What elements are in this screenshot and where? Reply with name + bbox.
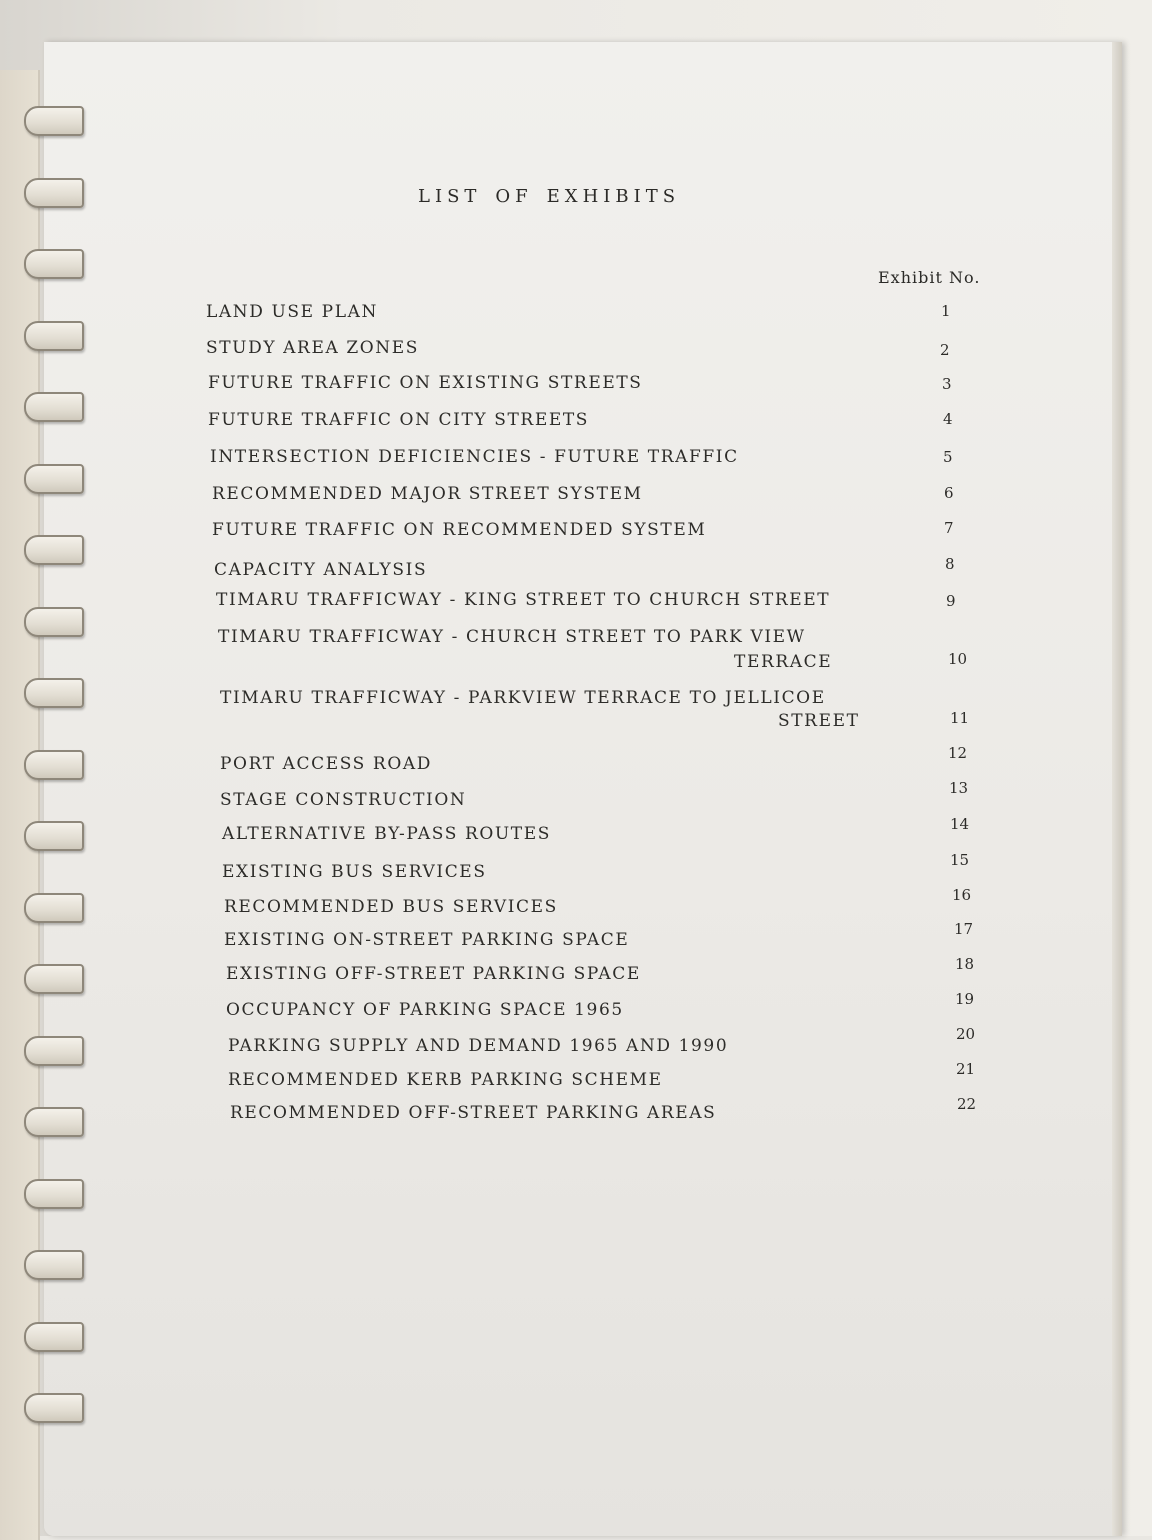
exhibit-number: 5 <box>943 448 953 466</box>
exhibit-title: ALTERNATIVE BY-PASS ROUTES <box>222 824 551 844</box>
exhibit-title: TIMARU TRAFFICWAY - KING STREET TO CHURCH STREET <box>216 590 831 610</box>
exhibit-title: STAGE CONSTRUCTION <box>220 790 467 810</box>
exhibit-title: CAPACITY ANALYSIS <box>214 560 428 580</box>
title-word-of: OF <box>495 186 533 207</box>
exhibit-number: 4 <box>943 410 953 428</box>
exhibit-title: LAND USE PLAN <box>206 302 378 322</box>
exhibit-title: EXISTING BUS SERVICES <box>222 862 487 882</box>
exhibit-number: 3 <box>942 375 952 393</box>
exhibit-title: RECOMMENDED KERB PARKING SCHEME <box>228 1070 663 1090</box>
exhibit-title: EXISTING OFF-STREET PARKING SPACE <box>226 964 641 984</box>
exhibit-title: TIMARU TRAFFICWAY - PARKVIEW TERRACE TO JELLICOE <box>220 688 826 708</box>
exhibit-title: EXISTING ON-STREET PARKING SPACE <box>224 930 630 950</box>
exhibit-number: 16 <box>952 886 972 904</box>
exhibit-title: FUTURE TRAFFIC ON CITY STREETS <box>208 410 590 430</box>
exhibit-number: 13 <box>949 779 969 797</box>
title-word-exhibits: EXHIBITS <box>546 186 681 207</box>
exhibit-title: FUTURE TRAFFIC ON RECOMMENDED SYSTEM <box>212 520 707 540</box>
exhibit-title: RECOMMENDED OFF-STREET PARKING AREAS <box>230 1103 717 1123</box>
exhibit-number: 22 <box>957 1095 977 1113</box>
exhibit-number: 7 <box>944 519 954 537</box>
exhibit-number: 17 <box>954 920 974 938</box>
exhibit-title: PARKING SUPPLY AND DEMAND 1965 AND 1990 <box>228 1036 729 1056</box>
exhibit-number: 12 <box>948 744 968 762</box>
exhibit-number: 2 <box>940 341 950 359</box>
exhibit-title: RECOMMENDED MAJOR STREET SYSTEM <box>212 484 643 504</box>
exhibit-number-header: Exhibit No. <box>878 268 981 287</box>
exhibit-number: 14 <box>950 815 970 833</box>
exhibit-number: 6 <box>944 484 954 502</box>
exhibit-number: 19 <box>955 990 975 1008</box>
exhibit-number: 11 <box>950 709 970 727</box>
exhibit-title: OCCUPANCY OF PARKING SPACE 1965 <box>226 1000 624 1020</box>
exhibit-title: RECOMMENDED BUS SERVICES <box>224 897 558 917</box>
exhibit-number: 15 <box>950 851 970 869</box>
title-word-list: LIST <box>418 186 482 207</box>
exhibit-number: 1 <box>941 302 951 320</box>
exhibit-title: PORT ACCESS ROAD <box>220 754 432 774</box>
exhibit-title: STUDY AREA ZONES <box>206 338 420 358</box>
exhibit-title: INTERSECTION DEFICIENCIES - FUTURE TRAFFIC <box>210 447 739 467</box>
exhibit-title: FUTURE TRAFFIC ON EXISTING STREETS <box>208 373 643 393</box>
exhibit-title-continuation: TERRACE <box>734 652 833 672</box>
exhibit-title: TIMARU TRAFFICWAY - CHURCH STREET TO PARK VIEW <box>218 627 806 647</box>
exhibit-number: 8 <box>945 555 955 573</box>
exhibit-number: 10 <box>948 650 968 668</box>
exhibit-title-continuation: STREET <box>778 711 860 731</box>
exhibit-number: 20 <box>956 1025 976 1043</box>
exhibit-number: 18 <box>955 955 975 973</box>
exhibit-number: 21 <box>956 1060 976 1078</box>
exhibit-number: 9 <box>946 592 956 610</box>
